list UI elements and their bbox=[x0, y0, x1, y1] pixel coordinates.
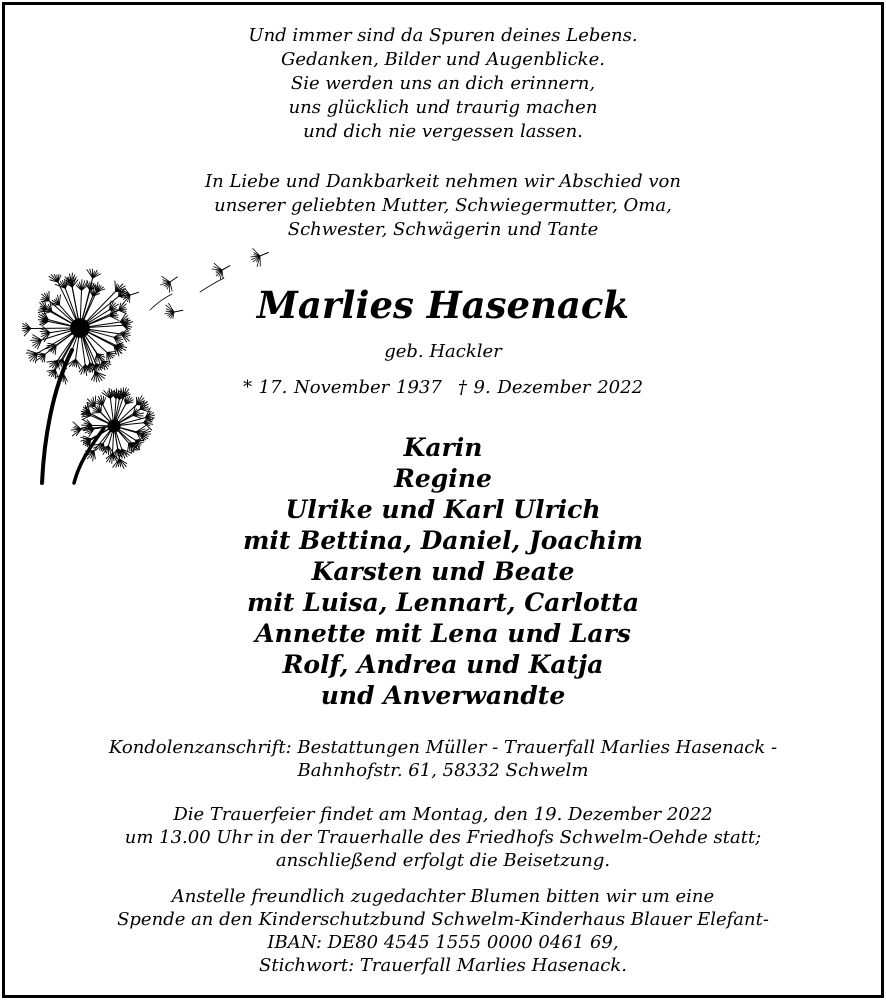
funeral-line: Die Trauerfeier findet am Montag, den 19. Dezember 2022 bbox=[173, 804, 713, 825]
birth-name: geb. Hackler bbox=[384, 341, 502, 362]
funeral-info bbox=[0, 803, 886, 872]
intro-line: In Liebe und Dankbarkeit nehmen wir Abschied von bbox=[205, 171, 681, 192]
mourner-line: Karin bbox=[403, 433, 483, 462]
donation-line: Spende an den Kinderschutzbund Schwelm-Kinderhaus Blauer Elefant- bbox=[117, 909, 769, 930]
life-dates bbox=[0, 376, 886, 400]
condolence-address bbox=[0, 736, 886, 782]
death-date: † 9. Dezember 2022 bbox=[457, 377, 644, 398]
poem-line: uns glücklich und traurig machen bbox=[288, 97, 598, 118]
poem-line: Und immer sind da Spuren deines Lebens. bbox=[248, 25, 638, 46]
mourner-line: Regine bbox=[394, 464, 492, 493]
mourner-line: Ulrike und Karl Ulrich bbox=[285, 495, 601, 524]
mourner-line: Karsten und Beate bbox=[311, 557, 575, 586]
donation-request bbox=[0, 885, 886, 977]
mourner-line: mit Bettina, Daniel, Joachim bbox=[242, 526, 644, 555]
poem-line: Gedanken, Bilder und Augenblicke. bbox=[281, 49, 605, 70]
donation-line: IBAN: DE80 4545 1555 0000 0461 69, bbox=[267, 932, 619, 953]
poem-verse bbox=[0, 24, 886, 144]
birth-date: * 17. November 1937 bbox=[242, 377, 442, 398]
mourner-line: Rolf, Andrea und Katja bbox=[282, 650, 604, 679]
mourner-line: mit Luisa, Lennart, Carlotta bbox=[246, 588, 640, 617]
intro-line: Schwester, Schwägerin und Tante bbox=[287, 219, 599, 240]
mourners-list bbox=[0, 432, 886, 711]
funeral-line: anschließend erfolgt die Beisetzung. bbox=[275, 850, 611, 871]
deceased-name: Marlies Hasenack bbox=[256, 283, 630, 327]
donation-line: Stichwort: Trauerfall Marlies Hasenack. bbox=[259, 955, 627, 976]
poem-line: Sie werden uns an dich erinnern, bbox=[290, 73, 596, 94]
mourner-line: und Anverwandte bbox=[320, 681, 566, 710]
mourner-line: Annette mit Lena und Lars bbox=[255, 619, 631, 648]
funeral-line: um 13.00 Uhr in der Trauerhalle des Friedhofs Schwelm-Oehde statt; bbox=[124, 827, 762, 848]
poem-line: und dich nie vergessen lassen. bbox=[303, 121, 583, 142]
intro-line: unserer geliebten Mutter, Schwiegermutter, Oma, bbox=[214, 195, 672, 216]
farewell-intro bbox=[0, 170, 886, 242]
condolence-line: Kondolenzanschrift: Bestattungen Müller - Trauerfall Marlies Hasenack - bbox=[108, 737, 778, 758]
donation-line: Anstelle freundlich zugedachter Blumen bitten wir um eine bbox=[171, 886, 715, 907]
condolence-line: Bahnhofstr. 61, 58332 Schwelm bbox=[297, 760, 589, 781]
